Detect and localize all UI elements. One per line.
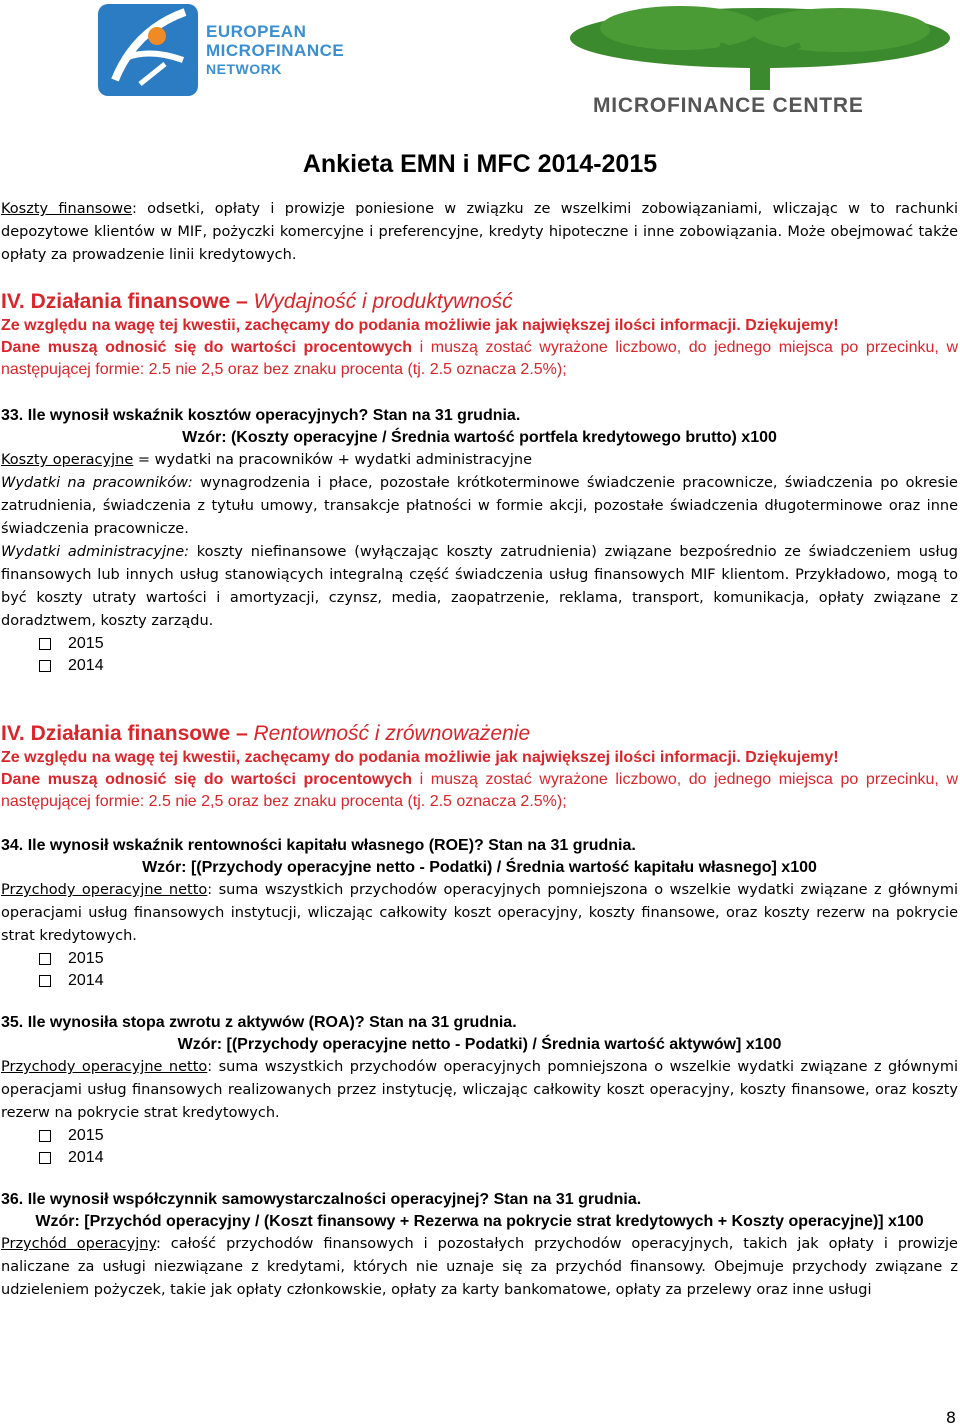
- emn-logo-text: EUROPEAN MICROFINANCE NETWORK: [206, 22, 345, 77]
- definition-operating-income: Przychód operacyjny: całość przychodów finansowych i pozostałych przychodów operacyjnych, takich jak opłaty i prowizje naliczane za usługi niezwiązane z kredytami, których nie uznaje się za przychód finansowy. Obejmuje przychody związane z udzieleniem pożyczek, takie jak opłaty członkowskie, opłaty za karty bankomatowe, opłaty za przelewy oraz inne usługi: [1, 1236, 958, 1298]
- section-heading-efficiency: IV. Działania finansowe – Wydajność i produktywność: [1, 290, 513, 313]
- question-35: 35. Ile wynosiła stopa zwrotu z aktywów (ROA)? Stan na 31 grudnia.: [1, 1014, 517, 1031]
- checkbox-option-2015[interactable]: 2015: [39, 633, 958, 655]
- formula-35: Wzór: [(Przychody operacyjne netto - Podatki) / Średnia wartość aktywów] x100: [177, 1036, 782, 1053]
- checkbox-icon[interactable]: [39, 953, 51, 965]
- checkbox-option-2015[interactable]: 2015: [39, 948, 958, 970]
- intro-term: Koszty finansowe: [1, 201, 132, 217]
- mfc-logo-text: MICROFINANCE CENTRE: [593, 94, 864, 117]
- data-format-note: Dane muszą odnosić się do wartości procentowych i muszą zostać wyrażone liczbowo, do jednego miejsca po przecinku, w następującej formie: 2.5 nie 2,5 oraz bez znaku procenta (tj. 2.5 oznacza 2.5%);: [1, 771, 958, 810]
- checkbox-option-2015[interactable]: 2015: [39, 1125, 958, 1147]
- formula-33: Wzór: (Koszty operacyjne / Średnia wartość portfela kredytowego brutto) x100: [182, 429, 777, 446]
- checkbox-icon[interactable]: [39, 1152, 51, 1164]
- formula-34: Wzór: [(Przychody operacyjne netto - Podatki) / Średnia wartość kapitału własnego] x100: [142, 859, 817, 876]
- formula-36: Wzór: [Przychód operacyjny / (Koszt finansowy + Rezerwa na pokrycie strat kredytowych + Koszty operacyjne)] x100: [35, 1213, 924, 1230]
- header-logos: [0, 0, 960, 145]
- document-title: Ankieta EMN i MFC 2014-2015: [302, 150, 658, 178]
- definition-net-operating-income: Przychody operacyjne netto: suma wszystkich przychodów operacyjnych pomniejszona o wszelkie wydatki związane z głównymi operacjami usług finansowych instytucji, wliczając całkowity koszt operacyjny, koszty finansowe, oraz koszty rezerw na pokrycie strat kredytowych.: [1, 882, 958, 944]
- document-body: [1, 198, 958, 1302]
- checkbox-icon[interactable]: [39, 638, 51, 650]
- checkbox-icon[interactable]: [39, 1130, 51, 1142]
- question-36: 36. Ile wynosił współczynnik samowystarczalności operacyjnej? Stan na 31 grudnia.: [1, 1191, 642, 1208]
- definition-net-operating-income: Przychody operacyjne netto: suma wszystkich przychodów operacyjnych pomniejszona o wszelkie wydatki związane z głównymi operacjami usług finansowych realizowanych przez instytucję, wliczając całkowity koszt operacyjny, koszty finansowe, oraz koszty rezerw na pokrycie strat kredytowych.: [1, 1059, 958, 1121]
- intro-paragraph: [1, 198, 958, 267]
- definition-operating-costs: Koszty operacyjne = wydatki na pracowników + wydatki administracyjne: [1, 452, 532, 468]
- checkbox-option-2014[interactable]: 2014: [39, 970, 958, 992]
- checkbox-option-2014[interactable]: 2014: [39, 1147, 958, 1169]
- definition-admin-expenses: Wydatki administracyjne: koszty niefinansowe (wyłączając koszty zatrudnienia) związane bezpośrednio ze świadczeniem usług finansowych lub innych usług stanowiących integralną część świadczenia usług finansowych MIF klientom. Przykładowo, mogą to być koszty utraty wartości i amortyzacji, czynsz, media, zaopatrzenie, reklama, transport, komunikacja, opłaty związane z doradztwem, koszty zarządu.: [1, 544, 958, 629]
- checkbox-icon[interactable]: [39, 975, 51, 987]
- checkbox-icon[interactable]: [39, 660, 51, 672]
- data-format-note: Dane muszą odnosić się do wartości procentowych i muszą zostać wyrażone liczbowo, do jednego miejsca po przecinku, w następującej formie: 2.5 nie 2,5 oraz bez znaku procenta (tj. 2.5 oznacza 2.5%);: [1, 339, 958, 378]
- section-heading-profitability: IV. Działania finansowe – Rentowność i zrównoważenie: [1, 722, 531, 745]
- question-33: 33. Ile wynosił wskaźnik kosztów operacyjnych? Stan na 31 grudnia.: [1, 407, 521, 424]
- page-number: 8: [945, 1408, 956, 1427]
- question-34: 34. Ile wynosił wskaźnik rentowności kapitału własnego (ROE)? Stan na 31 grudnia.: [1, 837, 636, 854]
- intro-text: : odsetki, opłaty i prowizje poniesione w związku ze wszelkimi zobowiązaniami, wliczając w to rachunki depozytowe klientów w MIF, pożyczki komercyjne i preferencyjne, kredyty hipoteczne i inne zobowiązania. Może obejmować także opłaty za prowadzenie linii kredytowych.: [1, 201, 958, 263]
- encouragement-note: Ze względu na wagę tej kwestii, zachęcamy do podania możliwie jak największej ilości informacji. Dziękujemy!: [1, 749, 839, 766]
- definition-staff-expenses: Wydatki na pracowników: wynagrodzenia i płace, pozostałe krótkoterminowe świadczenie pracownicze, świadczenia po okresie zatrudnienia, świadczenia z tytułu umowy, transakcje płatności w formie akcji, pozostałe świadczenia długoterminowe oraz inne świadczenia pracownicze.: [1, 475, 958, 537]
- checkbox-option-2014[interactable]: 2014: [39, 655, 958, 677]
- encouragement-note: Ze względu na wagę tej kwestii, zachęcamy do podania możliwie jak największej ilości informacji. Dziękujemy!: [1, 317, 839, 334]
